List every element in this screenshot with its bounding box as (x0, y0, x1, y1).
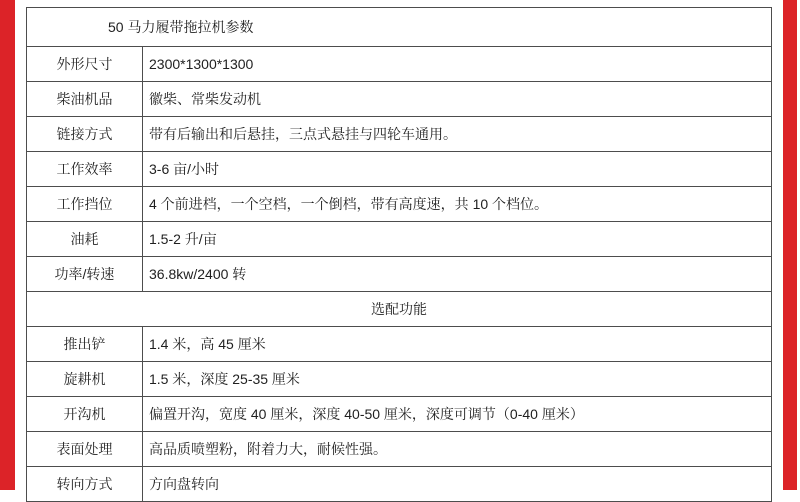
option-label: 开沟机 (27, 397, 143, 431)
left-red-stripe (0, 0, 15, 490)
spec-value: 2300*1300*1300 (149, 56, 254, 72)
table-row (27, 46, 771, 81)
spec-label: 外形尺寸 (27, 47, 143, 81)
table-row (27, 396, 771, 431)
spec-label: 油耗 (27, 222, 143, 256)
spec-label: 工作效率 (27, 152, 143, 186)
option-value: 1.4 米，高 45 厘米 (149, 336, 266, 352)
spec-label: 柴油机品 (27, 82, 143, 116)
spec-label: 链接方式 (27, 117, 143, 151)
spec-value: 1.5-2 升/亩 (149, 231, 217, 247)
option-value: 1.5 米，深度 25-35 厘米 (149, 371, 300, 387)
section-header: 选配功能 (371, 301, 427, 317)
spec-label: 功率/转速 (27, 257, 143, 291)
spec-value: 3-6 亩/小时 (149, 161, 220, 177)
option-label: 推出铲 (27, 327, 143, 361)
option-value: 偏置开沟，宽度 40 厘米，深度 40-50 厘米，深度可调节（0-40 厘米） (149, 406, 584, 422)
table-row (27, 466, 771, 501)
table-row (27, 186, 771, 221)
table-row (27, 431, 771, 466)
option-value: 高品质喷塑粉，附着力大，耐候性强。 (149, 441, 387, 457)
table-row (27, 326, 771, 361)
spec-value: 4 个前进档，一个空档，一个倒档，带有高度速，共 10 个档位。 (149, 196, 549, 212)
spec-value: 36.8kw/2400 转 (149, 266, 247, 282)
spec-label: 工作挡位 (27, 187, 143, 221)
table-row (27, 256, 771, 291)
option-label: 表面处理 (27, 432, 143, 466)
option-value: 方向盘转向 (149, 476, 219, 492)
tractor-spec-table (26, 7, 772, 502)
spec-value: 徽柴、常柴发动机 (149, 91, 261, 107)
table-row (27, 81, 771, 116)
spec-value: 带有后输出和后悬挂，三点式悬挂与四轮车通用。 (149, 126, 457, 142)
option-label: 旋耕机 (27, 362, 143, 396)
table-row (27, 221, 771, 256)
option-label: 转向方式 (27, 467, 143, 501)
table-title: 50 马力履带拖拉机参数 (108, 19, 254, 35)
table-row (27, 116, 771, 151)
table-title-row (27, 8, 771, 46)
table-row (27, 151, 771, 186)
table-row (27, 361, 771, 396)
section-header-row (27, 291, 771, 326)
right-red-stripe (783, 0, 797, 490)
